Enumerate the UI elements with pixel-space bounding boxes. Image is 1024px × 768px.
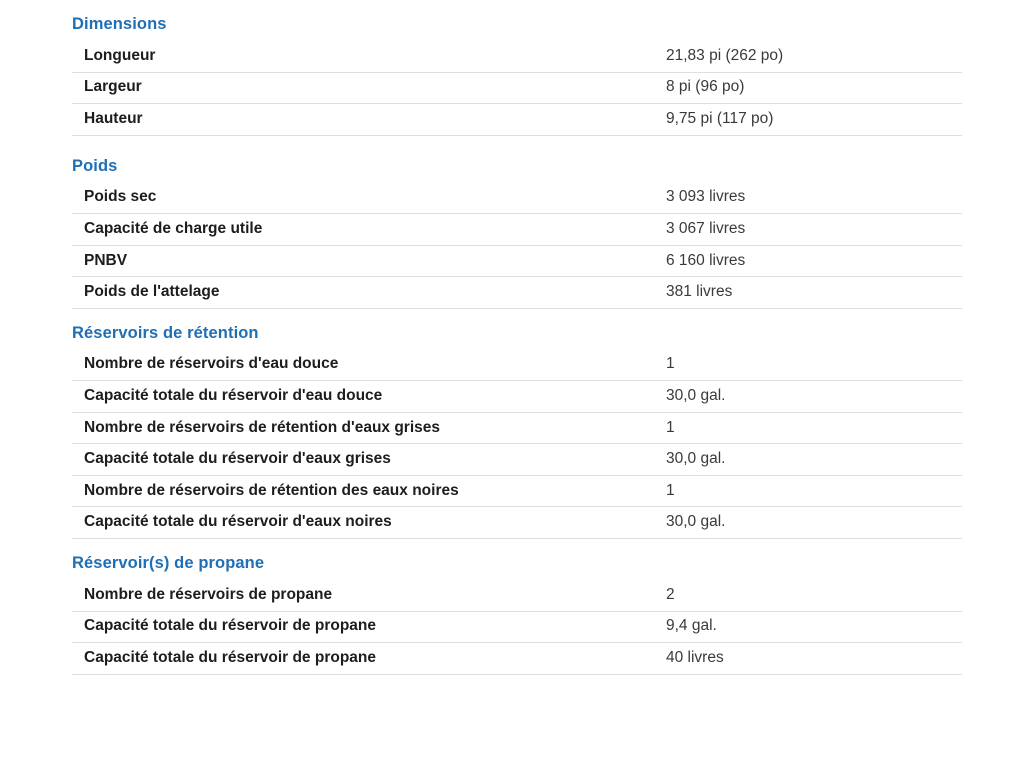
spec-label: Poids de l'attelage [72, 277, 664, 309]
table-row [72, 41, 962, 73]
table-row [72, 277, 962, 309]
spec-label: Nombre de réservoirs d'eau douce [72, 349, 664, 381]
table-row [72, 214, 962, 246]
table-row [72, 349, 962, 381]
section-spacer [72, 136, 964, 152]
spec-value: 40 livres [664, 643, 962, 675]
spec-value: 9,4 gal. [664, 611, 962, 643]
spec-label: Capacité totale du réservoir d'eaux noires [72, 507, 664, 539]
spec-table [72, 580, 962, 675]
spec-value: 8 pi (96 po) [664, 72, 962, 104]
table-row [72, 507, 962, 539]
section-reservoirs-propane [72, 549, 964, 675]
spec-table [72, 182, 962, 309]
section-title: Réservoirs de rétention [72, 323, 259, 342]
table-row [72, 72, 962, 104]
table-row [72, 643, 962, 675]
spec-label: Nombre de réservoirs de rétention d'eaux grises [72, 412, 664, 444]
spec-label: Poids sec [72, 182, 664, 214]
spec-label: PNBV [72, 245, 664, 277]
spec-label: Capacité totale du réservoir d'eaux grises [72, 444, 664, 476]
spec-label: Hauteur [72, 104, 664, 136]
spec-label: Capacité de charge utile [72, 214, 664, 246]
table-row [72, 182, 962, 214]
spec-value: 3 093 livres [664, 182, 962, 214]
spec-label: Capacité totale du réservoir d'eau douce [72, 381, 664, 413]
spec-table [72, 349, 962, 539]
spec-value: 2 [664, 580, 962, 612]
section-spacer [72, 309, 964, 319]
spec-label: Nombre de réservoirs de propane [72, 580, 664, 612]
spec-value: 30,0 gal. [664, 381, 962, 413]
spec-value: 9,75 pi (117 po) [664, 104, 962, 136]
section-title: Dimensions [72, 15, 167, 33]
spec-value: 6 160 livres [664, 245, 962, 277]
table-row [72, 412, 962, 444]
section-poids [72, 152, 964, 309]
table-row [72, 245, 962, 277]
table-row [72, 580, 962, 612]
spec-value: 1 [664, 475, 962, 507]
table-row [72, 475, 962, 507]
table-row [72, 444, 962, 476]
section-spacer [72, 539, 964, 549]
spec-value: 3 067 livres [664, 214, 962, 246]
table-row [72, 381, 962, 413]
spec-table [72, 41, 962, 136]
section-title: Réservoir(s) de propane [72, 553, 265, 572]
spec-label: Capacité totale du réservoir de propane [72, 611, 664, 643]
spec-value: 1 [664, 412, 962, 444]
section-dimensions [72, 10, 964, 136]
table-row [72, 104, 962, 136]
spec-label: Capacité totale du réservoir de propane [72, 643, 664, 675]
spec-label: Nombre de réservoirs de rétention des eaux noires [72, 475, 664, 507]
spec-value: 30,0 gal. [664, 507, 962, 539]
spec-value: 381 livres [664, 277, 962, 309]
spec-value: 1 [664, 349, 962, 381]
section-title: Poids [72, 156, 118, 175]
table-row [72, 611, 962, 643]
spec-value: 21,83 pi (262 po) [664, 41, 962, 73]
spec-label: Longueur [72, 41, 664, 73]
spec-value: 30,0 gal. [664, 444, 962, 476]
spec-label: Largeur [72, 72, 664, 104]
section-reservoirs-retention [72, 319, 964, 539]
